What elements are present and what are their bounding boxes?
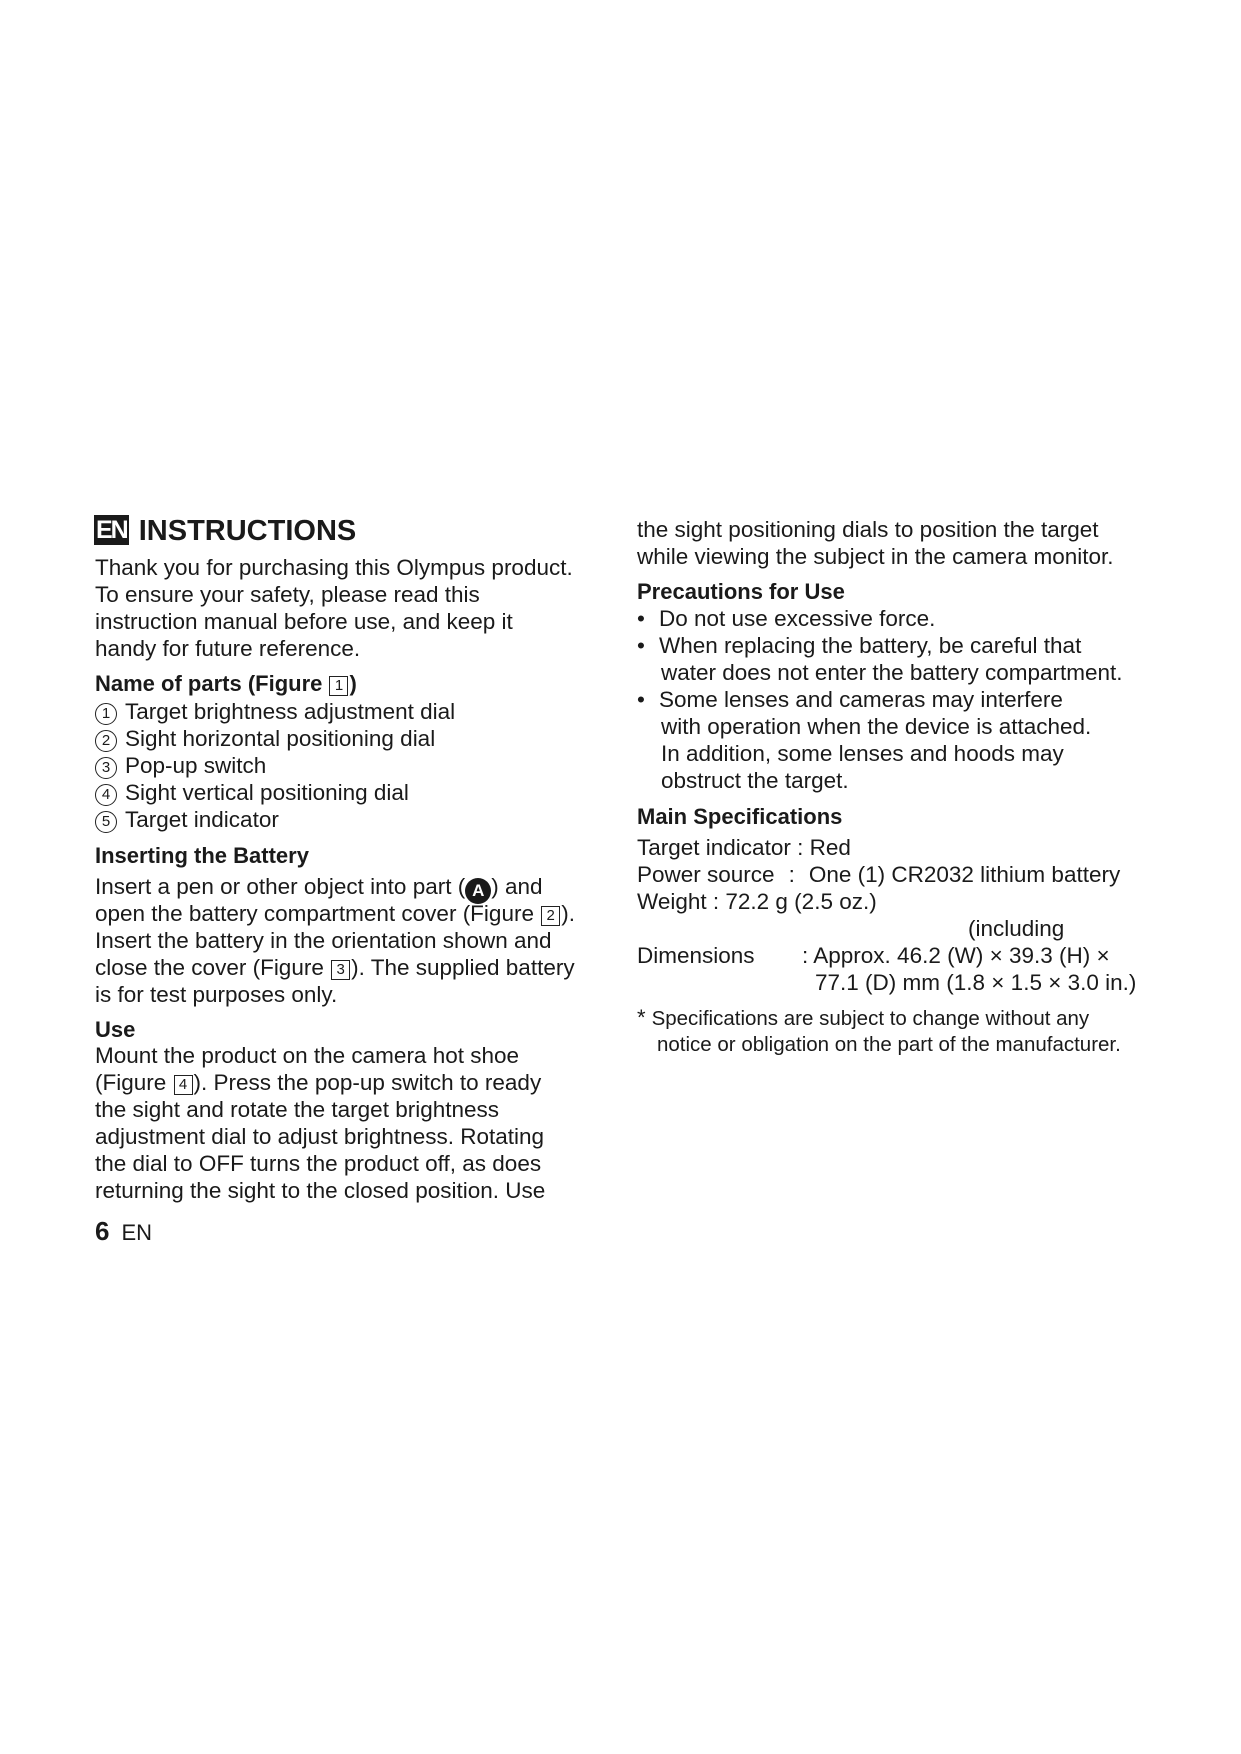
battery-line-3: Insert the battery in the orientation shown and [95,928,552,953]
precaution-3-cont-1: with operation when the device is attached. [661,714,1092,739]
precaution-3: • Some lenses and cameras may interfere [637,687,1063,712]
footer-lang: EN [121,1220,153,1245]
section-title [94,514,356,548]
use-line-5: the dial to OFF turns the product off, as does [95,1151,542,1176]
spec-dimensions-value-2: 77.1 (D) mm (1.8 × 1.5 × 3.0 in.) [815,970,1137,995]
spec-note-line-1: * Specifications are subject to change without any [637,1005,1090,1030]
number-circle: 3 [95,757,117,779]
parts-item-2: 2 Sight horizontal positioning dial [95,725,435,753]
parts-heading: Name of parts (Figure 1 ) [95,671,357,696]
parts-item-1: 1 Target brightness adjustment dial [95,698,455,726]
precautions-heading: Precautions for Use [637,579,845,604]
spec-target: Target indicator : Red [637,835,851,860]
battery-line-1: Insert a pen or other object into part ( A ) and [95,873,543,904]
parts-item-4: 4 Sight vertical positioning dial [95,779,409,807]
specs-heading: Main Specifications [637,804,843,829]
bullet: • [637,633,645,658]
spec-dimensions-label: Dimensions [637,943,755,968]
intro-line-2: To ensure your safety, please read this [95,582,480,607]
number-circle: 4 [95,784,117,806]
use-line-1: Mount the product on the camera hot shoe [95,1043,520,1068]
page-number: 6 [95,1216,110,1246]
spec-power: Power source : One (1) CR2032 lithium battery [637,862,1121,887]
parts-item-5: 5 Target indicator [95,806,279,834]
precaution-3-cont-2: In addition, some lenses and hoods may [661,741,1064,766]
figure-ref: 2 [541,906,560,926]
page-title: INSTRUCTIONS [138,515,357,547]
spec-including: (including [968,916,1065,941]
language-badge: EN [96,516,127,544]
precaution-3-cont-3: obstruct the target. [661,768,849,793]
battery-line-5: is for test purposes only. [95,982,338,1007]
precaution-2: • When replacing the battery, be careful that [637,633,1082,658]
number-circle: 5 [95,811,117,833]
bullet: • [637,687,645,712]
intro-line-3: instruction manual before use, and keep it [95,609,513,634]
use-cont-line-1: the sight positioning dials to position the target [637,517,1099,542]
number-circle: 1 [95,703,117,725]
bullet: • [637,606,645,631]
battery-heading: Inserting the Battery [95,843,309,868]
intro-line-1: Thank you for purchasing this Olympus product. [95,555,573,580]
figure-ref: 3 [331,960,350,980]
number-circle: 2 [95,730,117,752]
use-line-4: adjustment dial to adjust brightness. Rotating [95,1124,545,1149]
use-line-2: (Figure 4 ). Press the pop-up switch to ready [95,1070,542,1095]
use-line-6: returning the sight to the closed position. Use [95,1178,546,1203]
battery-line-4: close the cover (Figure 3 ). The supplied battery [95,955,575,980]
spec-note-line-2: notice or obligation on the part of the manufacturer. [657,1033,1121,1056]
figure-ref: 1 [329,676,348,696]
part-a-icon: A [465,878,491,904]
spec-dimensions-value-1: : Approx. 46.2 (W) × 39.3 (H) × [802,943,1110,968]
figure-ref: 4 [174,1075,193,1095]
parts-item-3: 3 Pop-up switch [95,752,266,780]
spec-weight: Weight : 72.2 g (2.5 oz.) [637,889,877,914]
precaution-1: • Do not use excessive force. [637,606,936,631]
battery-line-2: open the battery compartment cover (Figure 2 ). [95,901,575,926]
precaution-2-cont: water does not enter the battery compartment. [661,660,1123,685]
page-footer [95,1217,152,1250]
use-heading: Use [95,1017,136,1042]
use-line-3: the sight and rotate the target brightness [95,1097,500,1122]
asterisk: * [637,1005,646,1030]
intro-line-4: handy for future reference. [95,636,361,661]
use-cont-line-2: while viewing the subject in the camera monitor. [637,544,1114,569]
